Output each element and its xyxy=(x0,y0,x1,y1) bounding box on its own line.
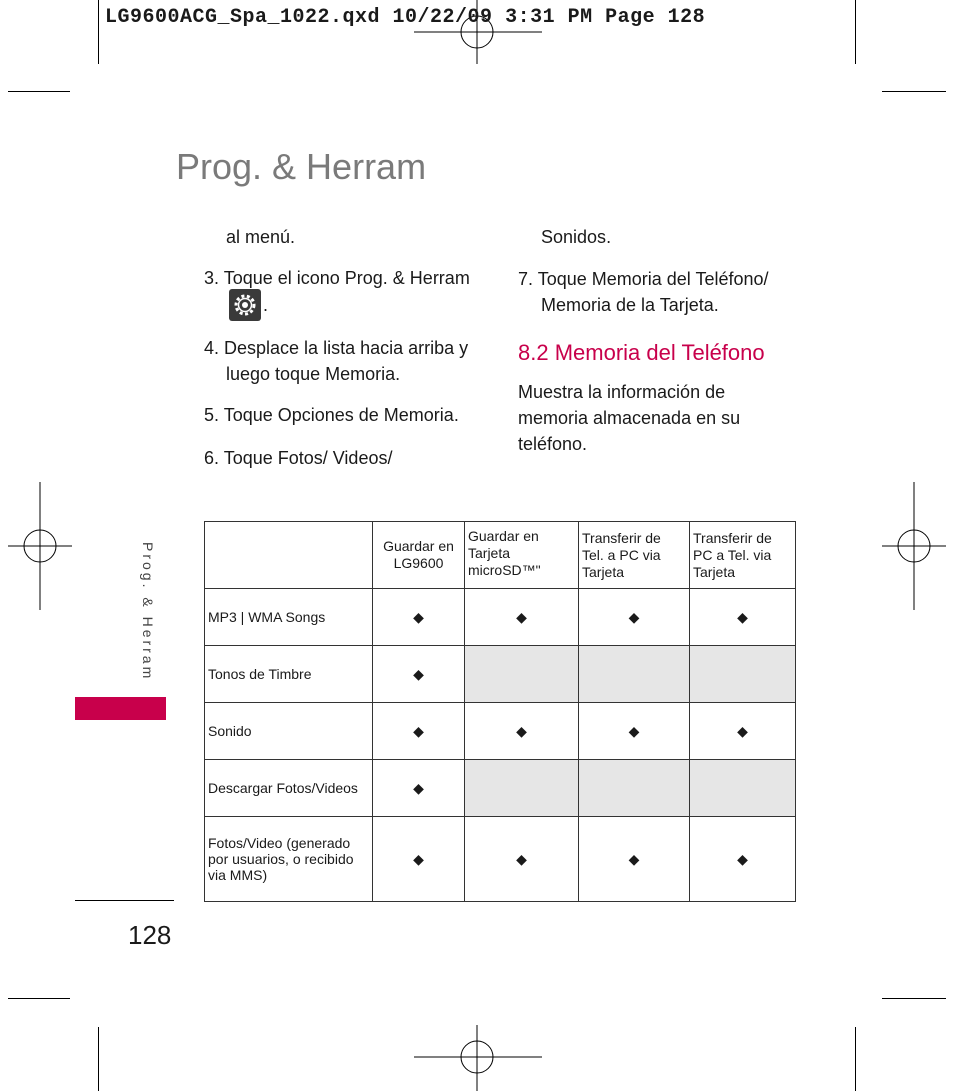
crop-mark xyxy=(882,998,946,999)
diamond-icon: ◆ xyxy=(373,646,465,703)
table-header-guardar-tarjeta: Guardar en Tarjeta microSD™" xyxy=(465,522,579,589)
registration-mark-right xyxy=(882,482,946,610)
empty-cell xyxy=(465,760,579,817)
header-lg9600: LG9600 xyxy=(393,555,444,571)
diamond-icon: ◆ xyxy=(465,589,579,646)
step-4-line-2 xyxy=(204,361,504,387)
sonidos-suffix: . xyxy=(606,227,612,247)
empty-cell xyxy=(690,760,796,817)
crop-mark xyxy=(8,91,70,92)
sonidos-term: Sonidos xyxy=(541,227,607,247)
step-3 xyxy=(204,265,494,291)
diamond-icon: ◆ xyxy=(690,817,796,902)
diamond-icon: ◆ xyxy=(373,817,465,902)
desc-line-2: memoria almacenada en su xyxy=(518,408,741,428)
diamond-icon: ◆ xyxy=(465,817,579,902)
empty-cell xyxy=(579,646,690,703)
step-6-prefix: 6. Toque xyxy=(204,448,278,468)
memoria-telefono-term: Memoria del Teléfono/ xyxy=(591,269,769,289)
section-description xyxy=(518,379,740,457)
step-5-prefix: 5. Toque xyxy=(204,405,278,425)
row-label: Fotos/Video (generado por usuarios, o recibido via MMS) xyxy=(205,817,373,902)
crop-mark xyxy=(882,91,946,92)
crop-mark xyxy=(855,0,856,64)
fotos-videos-term: Fotos/ Videos/ xyxy=(277,448,393,468)
crop-mark xyxy=(98,0,99,64)
diamond-icon: ◆ xyxy=(690,589,796,646)
table-row xyxy=(205,703,796,760)
table-header-empty xyxy=(205,522,373,589)
sidebar-section-label: Prog. & Herram xyxy=(140,542,156,682)
row-label: MP3 | WMA Songs xyxy=(205,589,373,646)
page-number: 128 xyxy=(128,920,172,950)
memory-table xyxy=(204,521,796,902)
row-label: Tonos de Timbre xyxy=(205,646,373,703)
empty-cell xyxy=(579,760,690,817)
table-row xyxy=(205,760,796,817)
step-4-suffix: . xyxy=(395,364,401,384)
step-7-suffix: . xyxy=(713,295,719,315)
opciones-de-memoria-term: Opciones de Memoria xyxy=(277,405,454,425)
empty-cell xyxy=(690,646,796,703)
step-3-period: . xyxy=(263,295,269,315)
table-header-pc-a-tel: Transferir de PC a Tel. via Tarjeta xyxy=(690,522,796,589)
table-header-guardar-lg xyxy=(373,522,465,589)
gear-icon xyxy=(229,289,261,321)
page-title: Prog. & Herram xyxy=(176,146,427,187)
desc-line-1: Muestra la información de xyxy=(518,382,726,402)
diamond-icon: ◆ xyxy=(579,589,690,646)
row-label: Sonido xyxy=(205,703,373,760)
diamond-icon: ◆ xyxy=(579,817,690,902)
crop-mark xyxy=(98,1027,99,1091)
header-guardar-en: Guardar en xyxy=(383,538,454,554)
table-header-row xyxy=(205,522,796,589)
step-5 xyxy=(204,402,459,428)
memoria-tarjeta-term: Memoria de la Tarjeta xyxy=(541,295,714,315)
diamond-icon: ◆ xyxy=(690,703,796,760)
section-heading: 8.2 Memoria del Teléfono xyxy=(518,340,765,365)
step-6 xyxy=(204,445,392,471)
table-header-tel-a-pc: Transferir de Tel. a PC via Tarjeta xyxy=(579,522,690,589)
registration-mark-left xyxy=(8,482,72,610)
empty-cell xyxy=(465,646,579,703)
table-row xyxy=(205,817,796,902)
step-4-line-1: 4. Desplace la lista hacia arriba y xyxy=(204,338,469,358)
diamond-icon: ◆ xyxy=(373,760,465,817)
step-7 xyxy=(518,266,818,318)
diamond-icon: ◆ xyxy=(373,703,465,760)
step-7-prefix: 7. Toque xyxy=(518,269,592,289)
step-7-line-2 xyxy=(518,292,818,318)
diamond-icon: ◆ xyxy=(373,589,465,646)
sidebar-accent-bar xyxy=(75,697,166,720)
intro-line: al menú. xyxy=(226,227,296,247)
footer-rule xyxy=(75,900,174,901)
settings-gear-icon xyxy=(229,289,261,321)
step-3-text: 3. Toque el icono Prog. & Herram xyxy=(204,268,470,288)
desc-line-3: teléfono. xyxy=(518,434,588,454)
step-5-suffix: . xyxy=(453,405,459,425)
step-4 xyxy=(204,335,504,387)
diamond-icon: ◆ xyxy=(465,703,579,760)
step-6-continuation xyxy=(541,224,611,250)
print-header: LG9600ACG_Spa_1022.qxd 10/22/09 3:31 PM Page 128 xyxy=(105,6,706,29)
registration-mark-bottom xyxy=(414,1025,542,1091)
step-4-prefix: luego toque xyxy=(226,364,326,384)
table-row xyxy=(205,646,796,703)
crop-mark xyxy=(855,1027,856,1091)
crop-mark xyxy=(8,998,70,999)
memoria-term: Memoria xyxy=(325,364,396,384)
step-7-line-1 xyxy=(518,266,818,292)
table-row xyxy=(205,589,796,646)
diamond-icon: ◆ xyxy=(579,703,690,760)
row-label: Descargar Fotos/Videos xyxy=(205,760,373,817)
